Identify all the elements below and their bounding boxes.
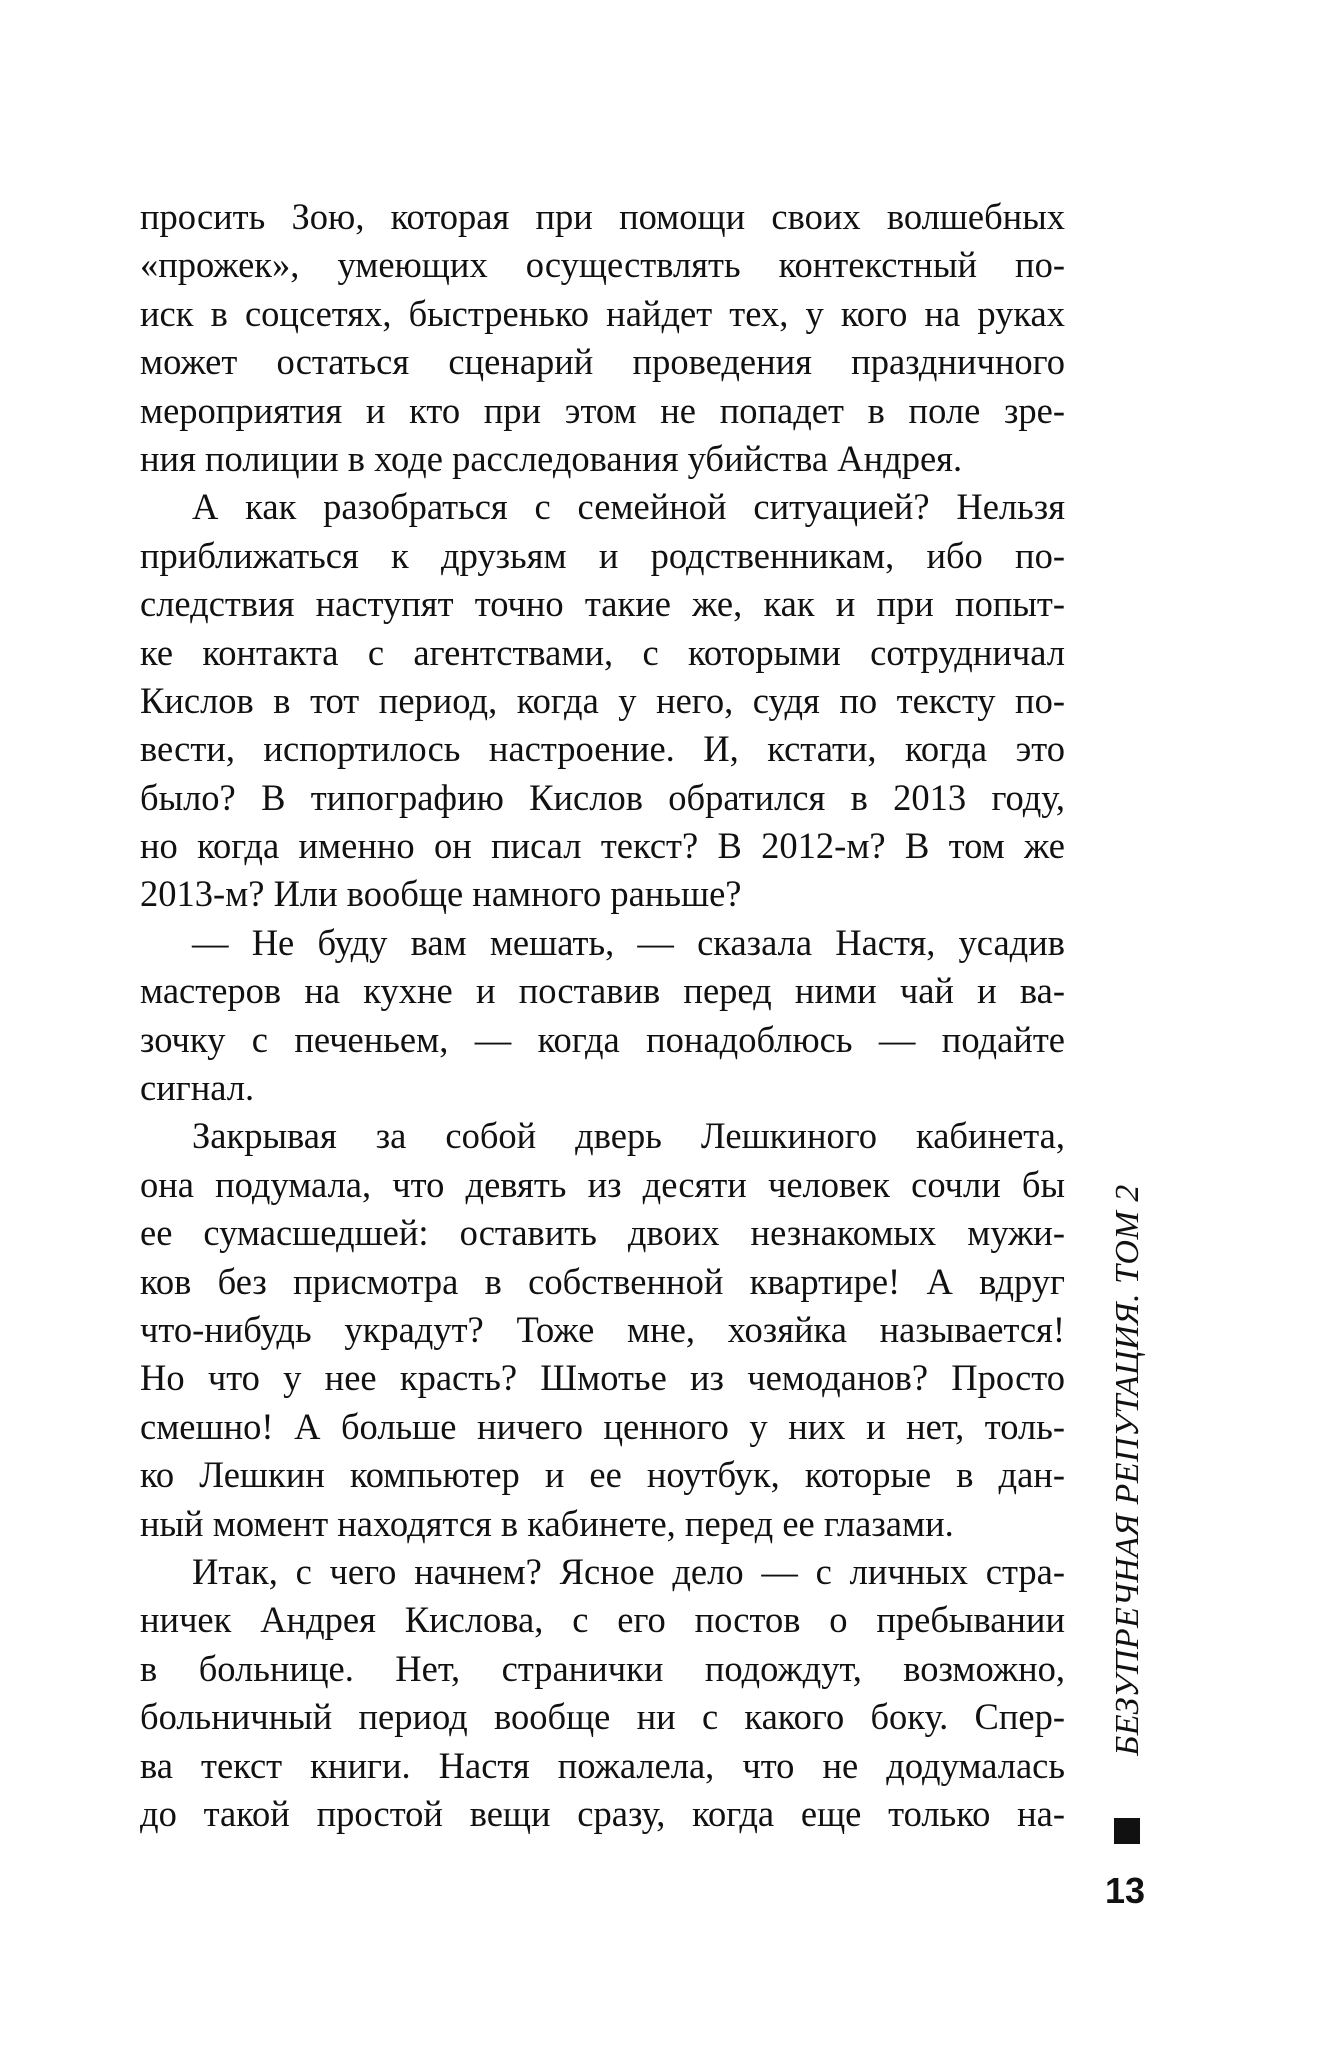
text-line: может остаться сценарий проведения праздничного [140, 341, 1065, 383]
text-line: в больнице. Нет, странички подождут, возможно, [140, 1647, 1065, 1689]
text-line: но когда именно он писал текст? В 2012-м? В том же [140, 825, 1065, 867]
text-line: Но что у нее красть? Шмотье из чемоданов? Просто [140, 1357, 1065, 1399]
body-text [140, 193, 1065, 1838]
text-line: мастеров на кухне и поставив перед ними чай и ва- [140, 970, 1065, 1012]
text-line: было? В типографию Кислов обратился в 2013 году, [140, 776, 1065, 818]
text-line: ее сумасшедшей: оставить двоих незнакомых мужи- [140, 1212, 1065, 1254]
text-line: ков без присмотра в собственной квартире! А вдруг [140, 1260, 1065, 1302]
text-line: «прожек», умеющих осуществлять контекстный по- [140, 244, 1065, 286]
square-marker-icon [1114, 1818, 1140, 1844]
text-line: иск в соцсетях, быстренько найдет тех, у кого на руках [140, 292, 1065, 334]
text-line: 2013-м? Или вообще намного раньше? [140, 873, 742, 915]
text-line: вести, испортилось настроение. И, кстати, когда это [140, 728, 1065, 770]
text-line: смешно! А больше ничего ценного у них и нет, толь- [140, 1405, 1065, 1447]
text-line: мероприятия и кто при этом не попадет в поле зре- [140, 389, 1065, 431]
text-line: просить Зою, которая при помощи своих волшебных [140, 196, 1065, 237]
running-head-title: БЕЗУПРЕЧНАЯ РЕПУТАЦИЯ. ТОМ 2 [1109, 1184, 1146, 1756]
text-line: она подумала, что девять из десяти человек сочли бы [140, 1163, 1065, 1205]
text-line: приближаться к друзьям и родственникам, ибо по- [140, 534, 1065, 576]
text-line: ке контакта с агентствами, с которыми сотрудничал [140, 631, 1065, 673]
text-line: ный момент находятся в кабинете, перед ее глазами. [140, 1502, 954, 1544]
text-line: Кислов в тот период, когда у него, судя по тексту по- [140, 679, 1065, 721]
text-line: А как разобраться с семейной ситуацией? Нельзя [192, 486, 1065, 528]
page-number: 13 [1104, 1870, 1146, 1911]
text-line: сигнал. [140, 1067, 255, 1109]
text-line: Закрывая за собой дверь Лешкиного кабинета, [192, 1115, 1065, 1157]
running-head [1098, 1140, 1158, 1800]
text-line: Итак, с чего начнем? Ясное дело — с личных стра- [192, 1550, 1065, 1592]
text-line: — Не буду вам мешать, — сказала Настя, усадив [192, 921, 1065, 963]
text-line: следствия наступят точно такие же, как и при попыт- [140, 583, 1065, 625]
text-line: зочку с печеньем, — когда понадоблюсь — подайте [140, 1018, 1065, 1060]
text-line: что-нибудь украдут? Тоже мне, хозяйка называется! [140, 1308, 1065, 1350]
text-line: ния полиции в ходе расследования убийства Андрея. [140, 437, 963, 479]
text-line: до такой простой вещи сразу, когда еще только на- [140, 1792, 1065, 1834]
text-line: ко Лешкин компьютер и ее ноутбук, которые в дан- [140, 1454, 1065, 1496]
text-line: ничек Андрея Кислова, с его постов о пребывании [140, 1599, 1065, 1641]
text-line: больничный период вообще ни с какого боку. Спер- [140, 1696, 1065, 1738]
text-line: ва текст книги. Настя пожалела, что не додумалась [140, 1744, 1065, 1786]
